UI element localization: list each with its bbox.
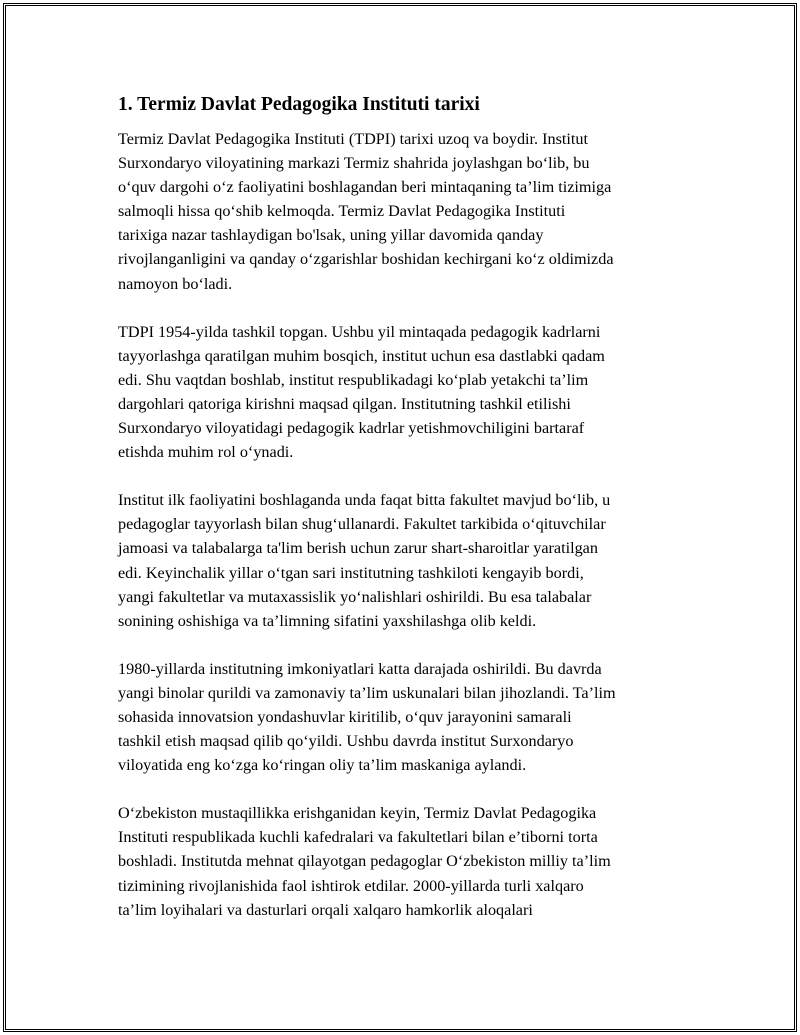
paragraph-founding: TDPI 1954-yilda tashkil topgan. Ushbu yil mintaqada pedagogik kadrlarni tayyorlashga qaratilgan muhim bosqich, institut uchun esa dastlabki qadam edi. Shu vaqtdan boshlab, institut respublikadagi ko‘plab yetakchi ta’lim dargohlari qatoriga kirishni maqsad qilgan. Institutning tashkil etilishi Surxondaryo viloyatidagi pedagogik kadrlar yetishmovchiligini bartaraf etishda muhim rol o‘ynadi. xyxy=(118,322,605,462)
document-title: 1. Termiz Davlat Pedagogika Instituti tarixi xyxy=(118,94,480,115)
paragraph-history-intro: Termiz Davlat Pedagogika Instituti (TDPI) tarixi uzoq va boydir. Institut Surxondaryo viloyatining markazi Termiz shahrida joylashgan bo‘lib, bu o‘quv dargohi o‘z faoliyatini boshlagandan beri mintaqaning ta’lim tizimiga salmoqli hissa qo‘shib kelmoqda. Termiz Davlat Pedagogika Instituti tarixiga nazar tashlaydigan bo'lsak, uning yillar davomida qanday rivojlanganligini va qanday o‘zgarishlar boshidan kechirgani ko‘z oldimizda namoyon bo‘ladi. xyxy=(118,130,614,293)
paragraph-first-faculty: Institut ilk faoliyatini boshlaganda unda faqat bitta fakultet mavjud bo‘lib, u pedagoglar tayyorlash bilan shug‘ullanardi. Fakultet tarkibida o‘qituvchilar jamoasi va talabalarga ta'lim berish uchun zarur shart-sharoitlar yaratilgan edi. Keyinchalik yillar o‘tgan sari institutning tashkiloti kengayib bordi, yangi fakultetlar va mutaxassislik yo‘nalishlari oshirildi. Bu esa talabalar sonining oshishiga va ta’limning sifatini yaxshilashga olib keldi. xyxy=(118,491,611,630)
document-body xyxy=(118,92,698,946)
paragraph-1980s: 1980-yillarda institutning imkoniyatlari katta darajada oshirildi. Bu davrda yangi binolar qurildi va zamonaviy ta’lim uskunalari bilan jihozlandi. Ta’lim sohasida innovatsion yondashuvlar kiritilib, o‘quv jarayonini samarali tashkil etish maqsad qilib qo‘yildi. Ushbu davrda institut Surxondaryo viloyatida eng ko‘zga ko‘ringan oliy ta’lim maskaniga aylandi. xyxy=(118,659,616,775)
paragraph-independence: O‘zbekiston mustaqillikka erishganidan keyin, Termiz Davlat Pedagogika Instituti respublikada kuchli kafedralari va fakultetlari bilan e’tiborni torta boshladi. Institutda mehnat qilayotgan pedagoglar O‘zbekiston milliy ta’lim tizimining rivojlanishida faol ishtirok etdilar. 2000-yillarda turli xalqaro ta’lim loyihalari va dasturlari orqali xalqaro hamkorlik aloqalari xyxy=(118,804,611,919)
